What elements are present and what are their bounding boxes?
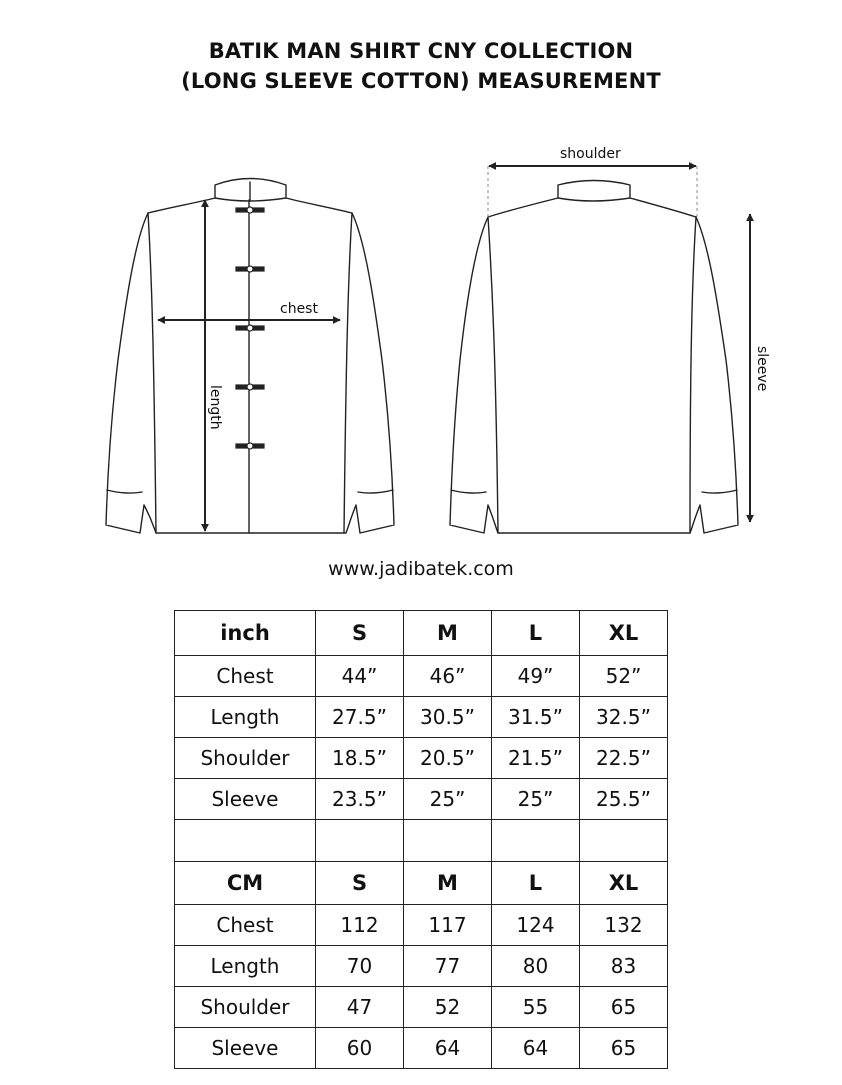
header-size-l: L bbox=[492, 862, 580, 904]
inch-header-row bbox=[175, 611, 668, 656]
header-unit-inch: inch bbox=[175, 611, 316, 656]
shirt-front-drawing bbox=[106, 179, 394, 534]
empty-cell bbox=[404, 820, 492, 862]
frog-button-5 bbox=[236, 443, 264, 449]
frog-button-4 bbox=[236, 384, 264, 390]
table-cell: 47 bbox=[316, 986, 404, 1027]
table-cell: 21.5” bbox=[492, 738, 580, 779]
table-cell: 52” bbox=[580, 656, 668, 697]
empty-cell bbox=[580, 820, 668, 862]
table-row bbox=[175, 738, 668, 779]
table-row bbox=[175, 656, 668, 697]
table-cell: 83 bbox=[580, 945, 668, 986]
table-row bbox=[175, 945, 668, 986]
empty-cell bbox=[316, 820, 404, 862]
row-label: Chest bbox=[175, 656, 316, 697]
spacer-row bbox=[175, 820, 668, 862]
table-row bbox=[175, 697, 668, 738]
page-title-line1: BATIK MAN SHIRT CNY COLLECTION bbox=[208, 39, 634, 63]
table-row bbox=[175, 986, 668, 1027]
table-cell: 20.5” bbox=[404, 738, 492, 779]
table-cell: 25” bbox=[404, 779, 492, 820]
table-cell: 64 bbox=[492, 1027, 580, 1068]
table-cell: 55 bbox=[492, 986, 580, 1027]
header-size-m: M bbox=[404, 611, 492, 656]
row-label: Shoulder bbox=[175, 738, 316, 779]
table-row bbox=[175, 904, 668, 945]
empty-cell bbox=[492, 820, 580, 862]
header-unit-cm: CM bbox=[175, 862, 316, 904]
table-cell: 65 bbox=[580, 986, 668, 1027]
table-row bbox=[175, 1027, 668, 1068]
table-cell: 77 bbox=[404, 945, 492, 986]
table-row bbox=[175, 779, 668, 820]
row-label: Shoulder bbox=[175, 986, 316, 1027]
row-label: Sleeve bbox=[175, 779, 316, 820]
row-label: Chest bbox=[175, 904, 316, 945]
chest-label: chest bbox=[280, 301, 318, 317]
header-size-m: M bbox=[404, 862, 492, 904]
table-cell: 25.5” bbox=[580, 779, 668, 820]
header-size-s: S bbox=[316, 611, 404, 656]
shirt-back-drawing bbox=[450, 181, 738, 534]
table-cell: 80 bbox=[492, 945, 580, 986]
table-cell: 132 bbox=[580, 904, 668, 945]
table-cell: 49” bbox=[492, 656, 580, 697]
header-size-l: L bbox=[492, 611, 580, 656]
empty-cell bbox=[175, 820, 316, 862]
table-cell: 25” bbox=[492, 779, 580, 820]
table-cell: 60 bbox=[316, 1027, 404, 1068]
frog-button-1 bbox=[236, 207, 264, 213]
table-cell: 30.5” bbox=[404, 697, 492, 738]
size-chart-table bbox=[174, 610, 668, 1069]
table-cell: 22.5” bbox=[580, 738, 668, 779]
table-cell: 52 bbox=[404, 986, 492, 1027]
table-cell: 65 bbox=[580, 1027, 668, 1068]
table-cell: 18.5” bbox=[316, 738, 404, 779]
shoulder-label: shoulder bbox=[560, 146, 621, 162]
table-cell: 64 bbox=[404, 1027, 492, 1068]
table-cell: 23.5” bbox=[316, 779, 404, 820]
table-cell: 117 bbox=[404, 904, 492, 945]
table-cell: 124 bbox=[492, 904, 580, 945]
row-label: Length bbox=[175, 697, 316, 738]
frog-button-2 bbox=[236, 266, 264, 272]
table-cell: 27.5” bbox=[316, 697, 404, 738]
shirt-diagram bbox=[0, 130, 842, 550]
table-cell: 31.5” bbox=[492, 697, 580, 738]
frog-buttons bbox=[236, 207, 264, 449]
table-cell: 46” bbox=[404, 656, 492, 697]
header-size-s: S bbox=[316, 862, 404, 904]
length-label: length bbox=[207, 385, 223, 430]
table-cell: 32.5” bbox=[580, 697, 668, 738]
table-cell: 70 bbox=[316, 945, 404, 986]
table-cell: 112 bbox=[316, 904, 404, 945]
frog-button-3 bbox=[236, 325, 264, 331]
row-label: Length bbox=[175, 945, 316, 986]
header-size-xl: XL bbox=[580, 611, 668, 656]
row-label: Sleeve bbox=[175, 1027, 316, 1068]
cm-header-row bbox=[175, 862, 668, 904]
website-url: www.jadibatek.com bbox=[328, 558, 514, 580]
page-title-line2: (LONG SLEEVE COTTON) MEASUREMENT bbox=[181, 69, 661, 93]
table-cell: 44” bbox=[316, 656, 404, 697]
sleeve-label: sleeve bbox=[754, 346, 770, 392]
header-size-xl: XL bbox=[580, 862, 668, 904]
